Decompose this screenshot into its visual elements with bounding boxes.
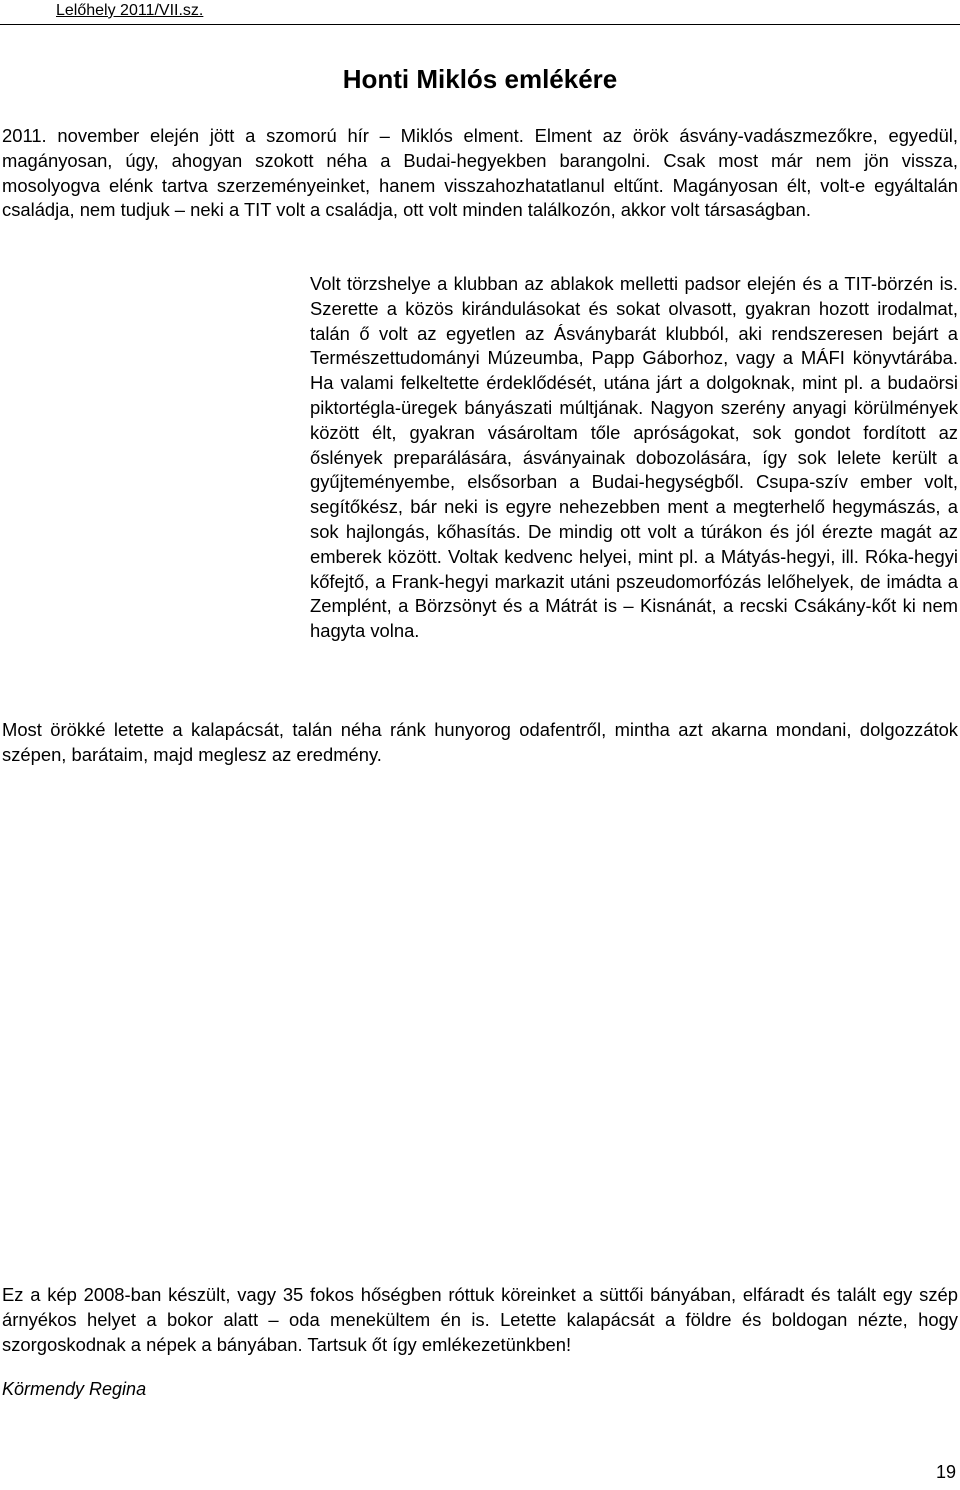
page-number: 19 [935,1462,956,1482]
body-paragraph-block [2,272,958,669]
photo-placeholder [2,272,310,669]
closing-paragraph: Most örökké letette a kalapácsát, talán néha ránk hunyorog odafentről, mintha azt akarna mondani, dolgozzátok szépen, barátaim, majd meglesz az eredmény. [2,719,958,765]
page-header [0,0,960,25]
intro-paragraph: 2011. november elején jött a szomorú hír – Miklós elment. Elment az örök ásvány-vadászmezőkre, egyedül, magányosan, úgy, ahogyan szokott néha a Budai-hegyekben barangolni. Csak most már nem jön vissza, mosolyogva elénk tartva szerzeményeinket, hanem visszahozhatatlanul eltűnt. Magányosan élt, volt-e egyáltalán családja, nem tudjuk – neki a TIT volt a családja, ott volt minden találkozón, akkor volt társaságban. [2,125,958,221]
article-title: Honti Miklós emlékére [342,64,618,94]
header-text: Lelőhely 2011/VII.sz. [56,2,204,19]
body-paragraph: Volt törzshelye a klubban az ablakok melletti padsor elején és a TIT-börzén is. Szerette a közös kirándulásokat és sokat olvasott, gyakran hozott irodalmat, talán ő volt az egyetlen az Ásványbarát klubból, aki rendszeresen bejárt a Természettudományi Múzeumba, Papp Gáborhoz, vagy a MÁFI könyvtárába. Ha valami felkeltette érdeklődését, utána járt a dolgoknak, mint pl. a budaörsi piktortégla-üregek bányászati múltjának. Nagyon szerény anyagi körülmények között élt, gyakran vásároltam tőle apróságokat, sok gondot fordított az őslények preparálására, ásványainak dobozolására, így sok lelete került a gyűjteményembe, elsősorban a Budai-hegységből. Csupa-szív ember volt, segítőkész, bár neki is egyre nehezebben ment a megterhelő hegymászás, a sok hajlongás, kőhasítás. De mindig ott volt a túrákon és jól érezte magát az emberek között. Voltak kedvenc helyei, mint pl. a Mátyás-hegyi, ill. Róka-hegyi kőfejtő, a Frank-hegyi markazit utáni pszeudomorfózás lelőhelyek, de imádta a Zemplént, a Börzsönyt és a Mátrát is – Kisnánát, a recski Csákány-kőt ki nem hagyta volna. [310,273,958,642]
photo-caption-paragraph: Ez a kép 2008-ban készült, vagy 35 fokos hőségben róttuk köreinket a süttői bányában, elfáradt és talált egy szép árnyékos helyet a bokor alatt – oda menekültem én is. Letette kalapácsát a földre és boldogan nézte, hogy szorgoskodnak a népek a bányában. Tartsuk őt így emlékezetünkben! [2,1284,958,1355]
author-signature: Körmendy Regina [2,1379,147,1399]
